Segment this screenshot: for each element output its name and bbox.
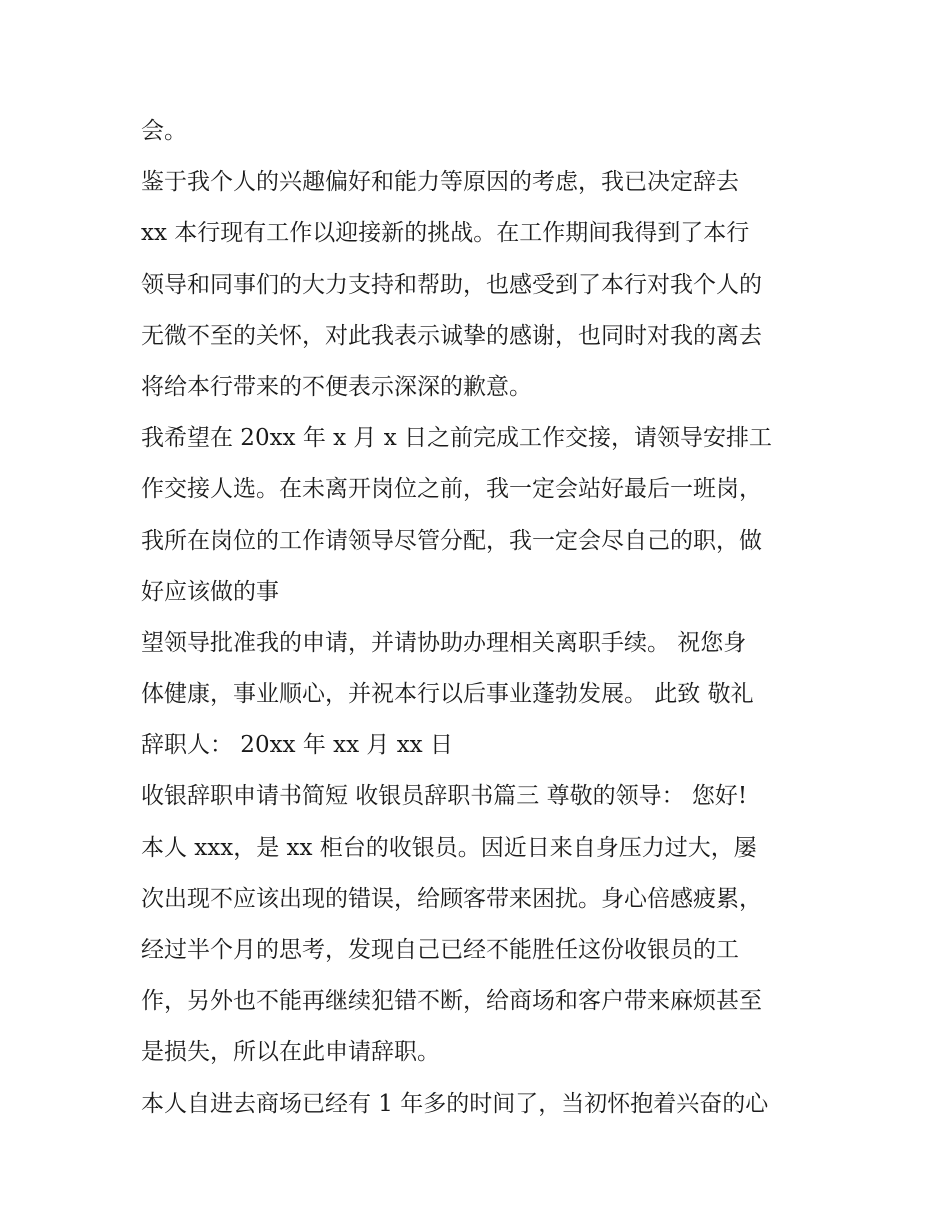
text-line: 无微不至的关怀，对此我表示诚挚的感谢，也同时对我的离去 [141, 322, 762, 349]
text-line: 望领导批准我的申请，并请协助办理相关离职手续。 祝您身 [141, 629, 747, 656]
text-line: 本人自进去商场已经有 1 年多的时间了，当初怀抱着兴奋的心 [141, 1090, 769, 1117]
text-line: 领导和同事们的大力支持和帮助，也感受到了本行对我个人的 [141, 271, 762, 298]
text-line: 次出现不应该出现的错误，给顾客带来困扰。身心倍感疲累， [141, 885, 762, 912]
text-line: 辞职人： 20xx 年 xx 月 xx 日 [141, 732, 453, 759]
text-line: 我希望在 20xx 年 x 月 x 日之前完成工作交接，请领导安排工 [141, 425, 773, 452]
text-line: 我所在岗位的工作请领导尽管分配，我一定会尽自己的职，做 [141, 527, 762, 554]
text-line: 体健康，事业顺心，并祝本行以后事业蓬勃发展。 此致 敬礼 [141, 681, 754, 708]
text-line: 会。 [141, 118, 187, 144]
text-line: 本人 xxx，是 xx 柜台的收银员。因近日来自身压力过大，屡 [141, 834, 757, 861]
text-line: xx 本行现有工作以迎接新的挑战。在工作期间我得到了本行 [141, 220, 750, 247]
text-line: 收银辞职申请书简短 收银员辞职书篇三 尊敬的领导： 您好! [141, 783, 748, 810]
text-line: 将给本行带来的不便表示深深的歉意。 [141, 373, 532, 400]
text-line: 好应该做的事 [141, 578, 279, 605]
text-line: 作，另外也不能再继续犯错不断，给商场和客户带来麻烦甚至 [141, 988, 762, 1015]
text-line: 经过半个月的思考，发现自己已经不能胜任这份收银员的工 [141, 937, 739, 963]
text-line: 是损失，所以在此申请辞职。 [141, 1039, 440, 1066]
document-body [141, 106, 821, 1130]
text-line: 作交接人选。在未离开岗位之前，我一定会站好最后一班岗， [141, 476, 762, 503]
text-line: 鉴于我个人的兴趣偏好和能力等原因的考虑，我已决定辞去 [141, 169, 739, 196]
